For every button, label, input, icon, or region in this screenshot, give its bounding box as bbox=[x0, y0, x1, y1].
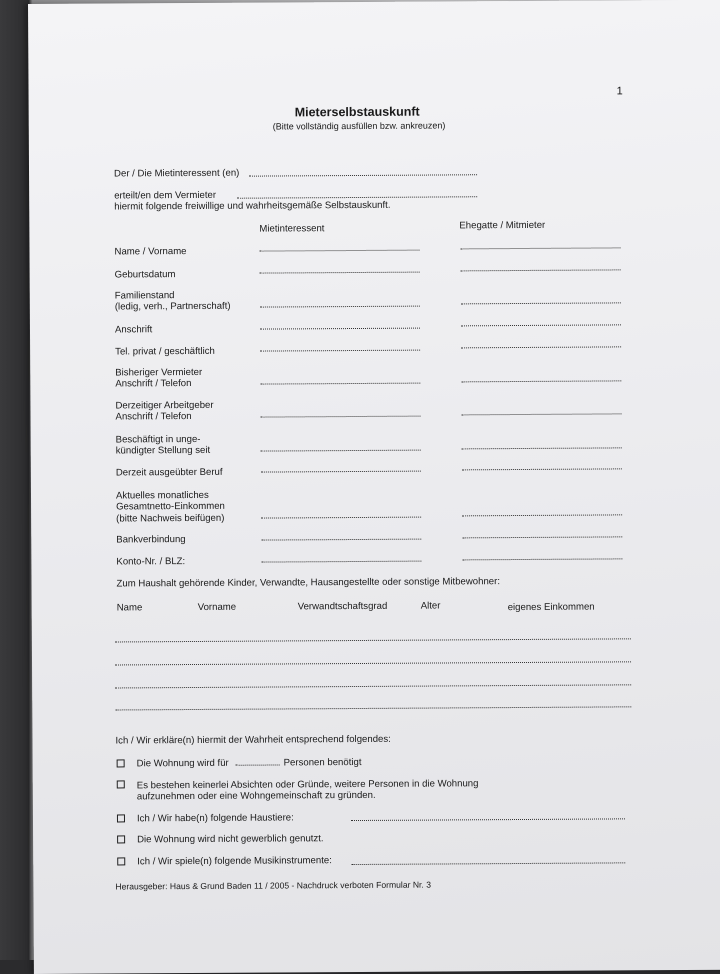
name-field-applicant[interactable] bbox=[260, 250, 420, 252]
household-header-relation: Verwandtschaftsgrad bbox=[297, 600, 388, 613]
occupation-field-applicant[interactable] bbox=[261, 471, 421, 473]
field-label-phone: Tel. privat / geschäftlich bbox=[115, 345, 215, 358]
field-label-occupation: Derzeit ausgeübter Beruf bbox=[115, 466, 223, 479]
declaration-no-commercial-use: Die Wohnung wird nicht gewerblich genutzt. bbox=[137, 833, 324, 846]
household-row-2[interactable] bbox=[115, 661, 631, 665]
birthdate-field-applicant[interactable] bbox=[260, 272, 420, 274]
applicant-field[interactable] bbox=[249, 174, 477, 176]
household-heading: Zum Haushalt gehörende Kinder, Verwandte, Hausangestellte oder sonstige Mitbewohner: bbox=[116, 576, 501, 590]
field-label-marital-status: Familienstand (ledig, verh., Partnerschaft) bbox=[114, 290, 231, 313]
persons-count-field[interactable] bbox=[236, 764, 280, 765]
household-header-name: Name bbox=[116, 602, 143, 614]
income-field-applicant[interactable] bbox=[261, 517, 421, 519]
employment-since-field-applicant[interactable] bbox=[261, 450, 421, 452]
employer-field-applicant[interactable] bbox=[261, 416, 421, 418]
landlord-label: erteilt/en dem Vermieter bbox=[114, 189, 217, 202]
column-header-partner: Ehegatte / Mitmieter bbox=[459, 219, 546, 232]
household-row-4[interactable] bbox=[115, 706, 631, 710]
birthdate-field-partner[interactable] bbox=[461, 269, 621, 271]
previous-landlord-field-applicant[interactable] bbox=[260, 383, 420, 385]
field-label-income: Aktuelles monatliches Gesamtnetto-Einkommen (bitte Nachweis beifügen) bbox=[115, 489, 225, 525]
declaration-heading: Ich / Wir erkläre(n) hiermit der Wahrheit entsprechend folgendes: bbox=[115, 733, 391, 747]
field-label-name: Name / Vorname bbox=[114, 246, 187, 258]
form-page bbox=[28, 0, 720, 974]
declaration-persons-text-a: Die Wohnung wird für bbox=[136, 757, 229, 770]
column-header-applicant: Mietinteressent bbox=[259, 223, 325, 235]
household-row-3[interactable] bbox=[115, 684, 631, 688]
field-label-birthdate: Geburtsdatum bbox=[114, 269, 176, 281]
checkbox-no-commercial-use[interactable] bbox=[117, 835, 125, 843]
declaration-no-further-persons: Es bestehen keinerlei Absichten oder Gründe, weitere Personen in die Wohnung aufzunehmen oder eine Wohngemeinschaft zu gründen. bbox=[136, 778, 479, 803]
field-label-address: Anschrift bbox=[114, 324, 153, 336]
phone-field-applicant[interactable] bbox=[260, 350, 420, 352]
marital-status-field-applicant[interactable] bbox=[260, 306, 420, 308]
instruments-field[interactable] bbox=[351, 862, 625, 865]
household-header-income: eigenes Einkommen bbox=[507, 601, 595, 614]
occupation-field-partner[interactable] bbox=[462, 468, 622, 470]
household-row-1[interactable] bbox=[115, 638, 631, 642]
address-field-partner[interactable] bbox=[461, 324, 621, 326]
marital-status-field-partner[interactable] bbox=[461, 302, 621, 304]
checkbox-instruments[interactable] bbox=[117, 857, 125, 865]
form-title: Mieterselbstauskunft bbox=[294, 104, 420, 120]
previous-landlord-field-partner[interactable] bbox=[461, 380, 621, 382]
field-label-employment-since: Beschäftigt in unge- kündigter Stellung seit bbox=[115, 433, 211, 457]
statement-text: hiermit folgende freiwillige und wahrheitsgemäße Selbstauskunft. bbox=[114, 199, 391, 213]
phone-field-partner[interactable] bbox=[461, 346, 621, 348]
employment-since-field-partner[interactable] bbox=[462, 447, 622, 449]
bank-field-applicant[interactable] bbox=[261, 539, 421, 541]
bank-field-partner[interactable] bbox=[462, 536, 622, 538]
page-number: 1 bbox=[616, 85, 623, 98]
income-field-partner[interactable] bbox=[462, 514, 622, 516]
account-field-applicant[interactable] bbox=[261, 561, 421, 563]
field-label-bank: Bankverbindung bbox=[116, 534, 186, 546]
name-field-partner[interactable] bbox=[461, 247, 621, 249]
pets-field[interactable] bbox=[351, 818, 625, 821]
form-subtitle: (Bitte vollständig ausfüllen bzw. ankreuzen) bbox=[272, 120, 446, 132]
checkbox-no-further-persons[interactable] bbox=[117, 780, 125, 788]
address-field-applicant[interactable] bbox=[260, 328, 420, 330]
checkbox-persons[interactable] bbox=[117, 759, 125, 767]
field-label-employer: Derzeitiger Arbeitgeber Anschrift / Telefon bbox=[115, 399, 214, 423]
checkbox-pets[interactable] bbox=[117, 814, 125, 822]
footer-publisher: Herausgeber: Haus & Grund Baden 11 / 2005 - Nachdruck verboten Formular Nr. 3 bbox=[115, 879, 432, 892]
household-header-firstname: Vorname bbox=[197, 601, 237, 613]
employer-field-partner[interactable] bbox=[462, 413, 622, 415]
declaration-pets: Ich / Wir habe(n) folgende Haustiere: bbox=[136, 812, 294, 825]
landlord-field[interactable] bbox=[237, 196, 477, 198]
account-field-partner[interactable] bbox=[462, 558, 622, 560]
applicant-label: Der / Die Mietinteressent (en) bbox=[114, 167, 240, 180]
declaration-instruments: Ich / Wir spiele(n) folgende Musikinstrumente: bbox=[137, 855, 332, 868]
household-header-age: Alter bbox=[420, 600, 441, 612]
field-label-account: Konto-Nr. / BLZ: bbox=[116, 556, 186, 568]
field-label-previous-landlord: Bisheriger Vermieter Anschrift / Telefon bbox=[115, 366, 203, 390]
declaration-persons-text-b: Personen benötigt bbox=[283, 756, 362, 769]
